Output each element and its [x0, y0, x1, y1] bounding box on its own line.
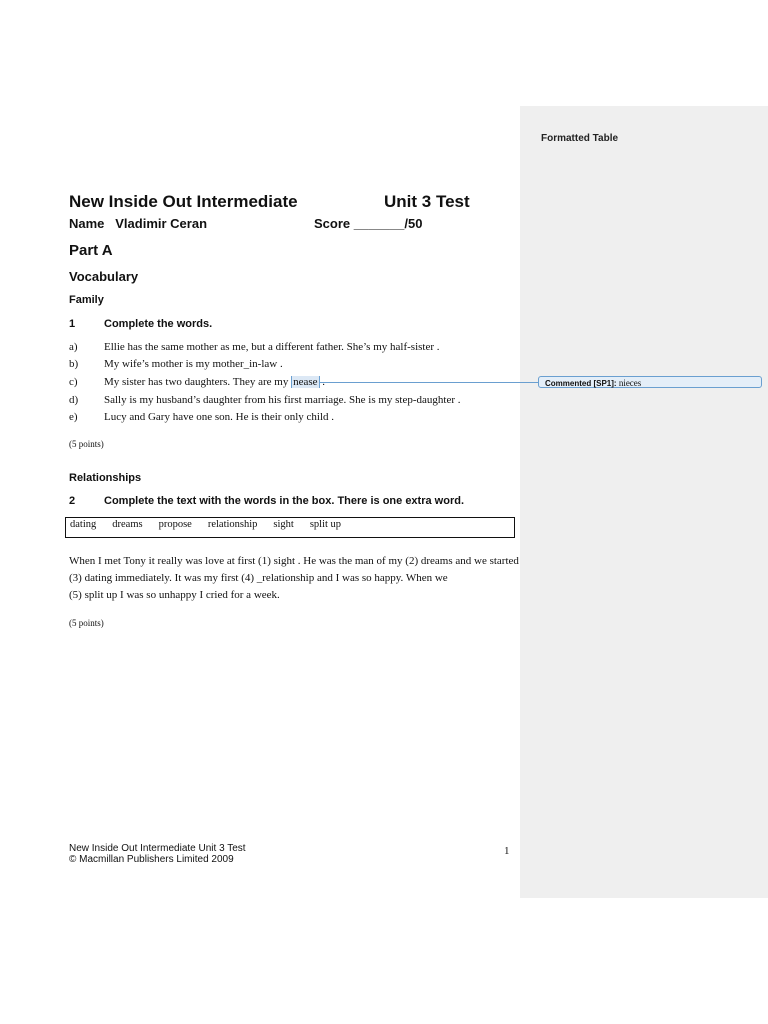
score-label: Score — [314, 216, 351, 231]
family-heading: Family — [69, 294, 104, 306]
name-label: Name — [69, 216, 105, 231]
part-heading: Part A — [69, 242, 113, 259]
comments-pane-title: Formatted Table — [541, 133, 619, 144]
passage-line: (3) dating immediately. It was my first (4) _relationship and I was so happy. When we — [69, 572, 448, 584]
box-word: dreams — [112, 519, 143, 530]
score-value: _______/50 — [353, 216, 423, 231]
commented-word-highlight[interactable]: nease — [293, 376, 318, 388]
exercise-2-instruction: Complete the text with the words in the box. There is one extra word. — [104, 495, 464, 507]
word-box — [65, 517, 515, 538]
comment-bubble[interactable] — [538, 376, 762, 388]
points-note: (5 points) — [69, 618, 104, 628]
item-text: Ellie has the same mother as me, but a different father. She’s my half-sister . — [104, 341, 440, 353]
item-text-after: . — [319, 376, 326, 388]
exercise-2-number: 2 — [69, 495, 76, 507]
exercise-1-instruction: Complete the words. — [104, 318, 213, 330]
exercise-1-number: 1 — [69, 318, 76, 330]
item-text: Sally is my husband’s daughter from his first marriage. She is my step-daughter . — [104, 394, 461, 406]
item-text: My wife’s mother is my mother_in-law . — [104, 358, 283, 370]
document-title: New Inside Out Intermediate — [69, 192, 298, 211]
name-line — [69, 216, 207, 231]
item-letter: a) — [69, 341, 78, 353]
relationships-heading: Relationships — [69, 472, 142, 484]
passage-line: (5) split up I was so unhappy I cried for a week. — [69, 589, 280, 601]
item-letter: c) — [69, 376, 78, 388]
name-value: Vladimir Ceran — [115, 216, 208, 231]
passage-line: When I met Tony it really was love at first (1) sight . He was the man of my (2) dreams and we started — [69, 555, 519, 567]
score-line — [314, 216, 422, 231]
comments-pane — [520, 106, 768, 898]
box-word: sight — [273, 519, 294, 530]
footer-copyright: © Macmillan Publishers Limited 2009 — [69, 854, 234, 865]
item-letter: e) — [69, 411, 78, 423]
item-text: Lucy and Gary have one son. He is their only child . — [104, 411, 335, 423]
box-word: propose — [158, 519, 192, 530]
box-word: relationship — [207, 519, 258, 530]
comment-text: nieces — [618, 378, 642, 388]
item-letter: b) — [69, 358, 79, 370]
box-word: dating — [70, 519, 97, 530]
points-note: (5 points) — [69, 439, 104, 449]
item-letter: d) — [69, 394, 79, 406]
comment-label: Commented [SP1]: — [545, 379, 617, 388]
item-text-before: My sister has two daughters. They are my — [104, 376, 292, 388]
footer — [69, 843, 246, 865]
item-text — [104, 376, 325, 388]
unit-title: Unit 3 Test — [384, 192, 470, 211]
section-heading: Vocabulary — [69, 269, 139, 284]
page-number: 1 — [504, 845, 510, 857]
footer-title: New Inside Out Intermediate Unit 3 Test — [69, 843, 246, 854]
comment-connector-line — [312, 382, 538, 383]
box-word: split up — [309, 519, 342, 530]
